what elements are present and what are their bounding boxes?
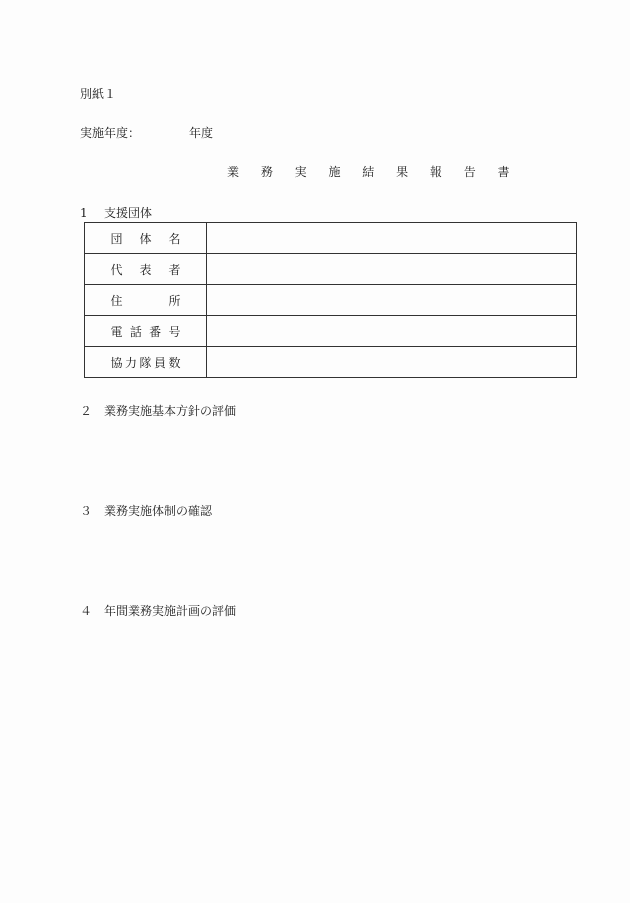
document-title: 業 務 実 施 結 果 報 告 書 [227, 165, 519, 179]
representative-label: 代 表 者 [85, 254, 207, 285]
fiscal-year-label: 実施年度： [80, 126, 141, 140]
section-1-number: 1 [80, 206, 88, 220]
volunteer-count-value[interactable] [207, 347, 577, 378]
phone-number-label: 電 話 番 号 [85, 316, 207, 347]
section-4-title: 年間業務実施計画の評価 [104, 604, 237, 618]
section-3-title: 業務実施体制の確認 [104, 504, 213, 518]
table-row [85, 254, 577, 285]
table-row [85, 285, 577, 316]
volunteer-count-label: 協力隊員数 [85, 347, 207, 378]
section-4-number: ４ [80, 604, 93, 618]
phone-number-value[interactable] [207, 316, 577, 347]
section-2-title: 業務実施基本方針の評価 [104, 404, 237, 418]
group-name-label: 団 体 名 [85, 223, 207, 254]
annex-label: 別紙１ [80, 87, 117, 101]
section-3-heading [80, 505, 212, 517]
group-name-value[interactable] [207, 223, 577, 254]
address-value[interactable] [207, 285, 577, 316]
section-4-heading [80, 605, 236, 617]
table-row [85, 347, 577, 378]
support-group-table [84, 222, 577, 378]
section-1-title: 支援団体 [104, 206, 153, 220]
fiscal-year-unit: 年度 [189, 126, 214, 140]
section-2-number: ２ [80, 404, 93, 418]
table-row [85, 223, 577, 254]
representative-value[interactable] [207, 254, 577, 285]
section-3-number: ３ [80, 504, 93, 518]
table-row [85, 316, 577, 347]
address-label: 住 所 [85, 285, 207, 316]
section-1-heading [80, 207, 152, 219]
section-2-heading [80, 405, 236, 417]
